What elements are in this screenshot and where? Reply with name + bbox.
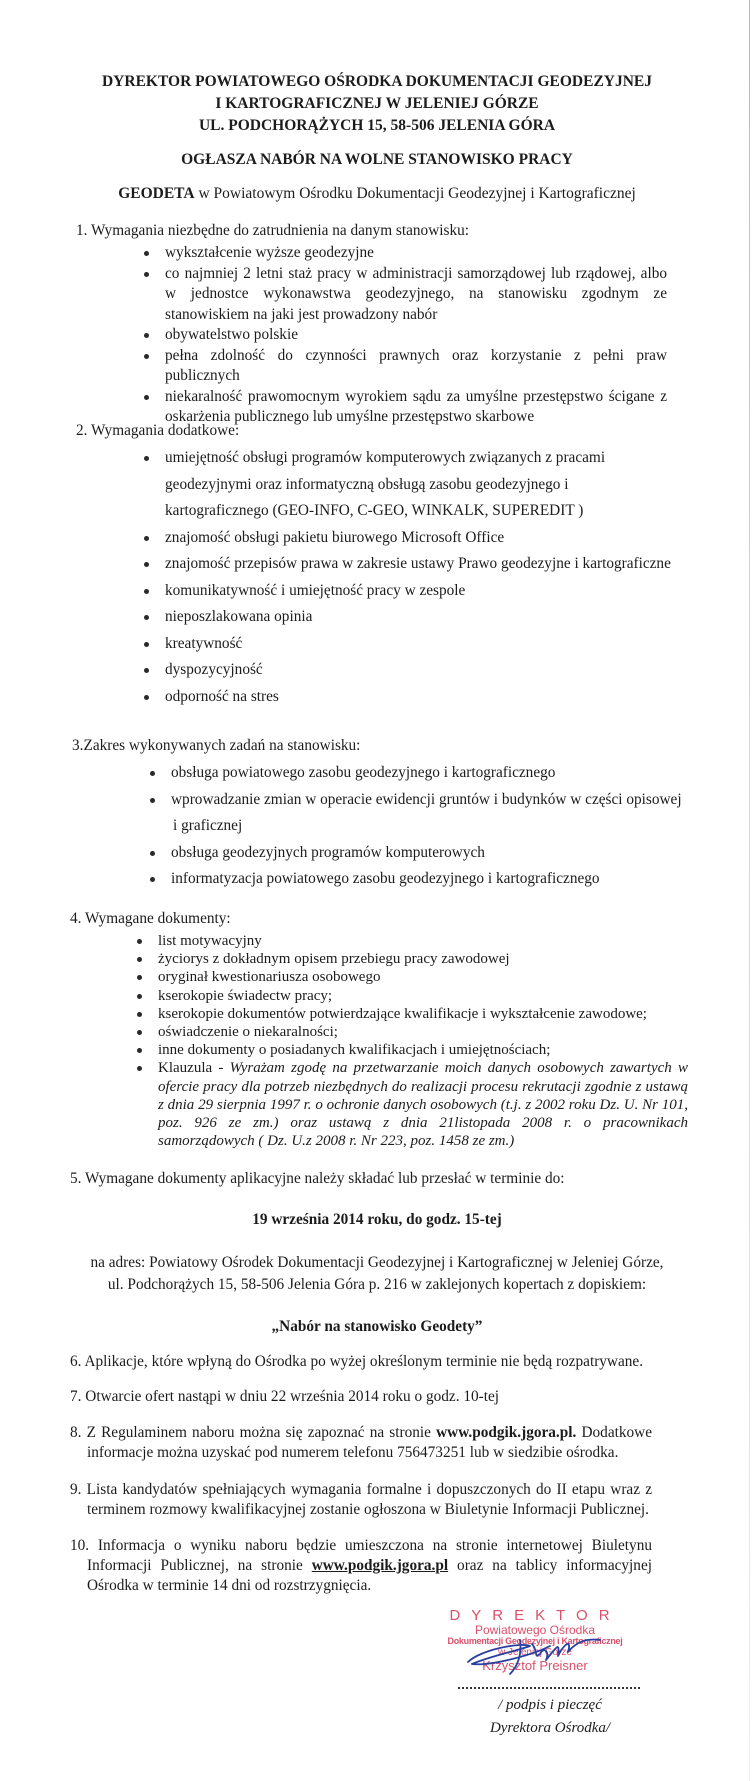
section-1-title: 1. Wymagania niezbędne do zatrudnienia na danym stanowisku:: [76, 222, 469, 239]
signature-caption-2: Dyrektora Ośrodka/: [489, 1720, 611, 1736]
list-item: życiorys z dokładnym opisem przebiegu pracy zawodowej: [137, 950, 677, 968]
bullet-icon: [137, 1048, 142, 1053]
deadline: 19 września 2014 roku, do godz. 15-tej: [252, 1211, 502, 1228]
header-line-1: DYREKTOR POWIATOWEGO OŚRODKA DOKUMENTACJI GEODEZYJNEJ: [101, 73, 653, 90]
stamp-line-2: Dokumentacji Geodezyjnej i Kartograficznej: [447, 1636, 623, 1646]
list-item: oświadczenie o niekaralności;: [137, 1023, 677, 1041]
bullet-icon: [150, 798, 155, 803]
bullet-icon: [144, 251, 149, 256]
scan-edge-line: [749, 0, 750, 1781]
list-item: co najmniej 2 letni staż pracy w administracji samorządowej lub rządowej, albo w jednostce wykonawstwa geodezyjnego, na stanowisku zgodnym ze stanowiskiem na jaki jest prowadzony nabór: [144, 264, 667, 326]
bullet-icon: [137, 957, 142, 962]
section-3-list: [150, 760, 690, 893]
bip-link[interactable]: www.podgik.jgora.pl: [311, 1557, 449, 1574]
list-item: znajomość przepisów prawa w zakresie ustawy Prawo geodezyjne i kartograficzne: [144, 551, 684, 578]
list-item: komunikatywność i umiejętność pracy w zespole: [144, 578, 684, 605]
section-4-list: [137, 932, 688, 1150]
address-line-1: na adres: Powiatowy Ośrodek Dokumentacji Geodezyjnej i Kartograficznej w Jeleniej Górze,: [90, 1254, 664, 1271]
bullet-icon: [137, 994, 142, 999]
section-2-title: 2. Wymagania dodatkowe:: [76, 422, 240, 439]
envelope-note: „Nabór na stanowisko Geodety”: [271, 1318, 483, 1335]
bullet-icon: [144, 395, 149, 400]
list-item: wykształcenie wyższe geodezyjne: [144, 243, 667, 264]
bullet-icon: [150, 851, 155, 856]
list-item: inne dokumenty o posiadanych kwalifikacjach i umiejętnościach;: [137, 1041, 677, 1059]
position-office: w Powiatowym Ośrodku Dokumentacji Geodezyjnej i Kartograficznej: [194, 185, 636, 202]
stamp-line-1: Powiatowego Ośrodka: [474, 1623, 596, 1637]
header-line-3: UL. PODCHORĄŻYCH 15, 58-506 JELENIA GÓRA: [198, 117, 556, 134]
list-item: informatyzacja powiatowego zasobu geodezyjnego i kartograficznego: [150, 866, 690, 893]
list-item: kreatywność: [144, 631, 684, 658]
bullet-icon: [137, 1066, 142, 1071]
bullet-icon: [144, 668, 149, 673]
section-5-title: 5. Wymagane dokumenty aplikacyjne należy składać lub przesłać w terminie do:: [70, 1170, 565, 1187]
list-item: znajomość obsługi pakietu biurowego Microsoft Office: [144, 525, 684, 552]
section-2-list: [144, 445, 684, 710]
bullet-icon: [144, 695, 149, 700]
section-1-list: [144, 243, 667, 428]
bullet-icon: [144, 562, 149, 567]
section-9: 9. Lista kandydatów spełniających wymagania formalne i dopuszczonych do II etapu wraz z terminem rozmowy kwalifikacyjnej zostanie ogłoszona w Biuletynie Informacji Publicznej.: [70, 1481, 652, 1518]
signature-icon: [460, 1620, 610, 1680]
list-item: obywatelstwo polskie: [144, 325, 667, 346]
list-item: pełna zdolność do czynności prawnych oraz korzystanie z pełni praw publicznych: [144, 346, 667, 387]
announcement-title: OGŁASZA NABÓR NA WOLNE STANOWISKO PRACY: [181, 151, 573, 168]
clause-text: Wyrażam zgodę na przetwarzanie moich danych osobowych zawartych w ofercie pracy dla potrzeb niezbędnych do realizacji procesu rekrutacji zgodnie z ustawą z dnia 29 sierpnia 1997 r. o ochronie danych osobowych (t.j. z 2002 roku Dz. U. Nr 101, poz. 926 ze zm.) oraz ustawą z dnia 21listopada 2008 r. o pracownikach samorządowych ( Dz. U.z 2008 r. Nr 223, poz. 1458 ze zm.): [158, 1060, 688, 1150]
consent-clause: [137, 1059, 688, 1150]
bullet-icon: [144, 642, 149, 647]
list-item: list motywacyjny: [137, 932, 677, 950]
position-name: GEODETA: [118, 185, 195, 202]
bullet-icon: [150, 771, 155, 776]
bullet-icon: [137, 1012, 142, 1017]
bullet-icon: [137, 939, 142, 944]
address-line-2: ul. Podchorążych 15, 58-506 Jelenia Góra p. 216 w zaklejonych kopertach z dopiskiem:: [107, 1276, 647, 1293]
list-item: umiejętność obsługi programów komputerowych związanych z pracami geodezyjnymi oraz informatyczną obsługą zasobu geodezyjnego i kartograficznego (GEO-INFO, C-GEO, WINKALK, SUPEREDIT ): [144, 445, 625, 525]
section-10: 10. Informacja o wyniku naboru będzie umieszczona na stronie internetowej Biuletynu Informacji Publicznej, na stronie www.podgik.jgora.pl oraz na tablicy informacyjnej Ośrodka w terminie 14 dni od rozstrzygnięcia.: [70, 1537, 652, 1594]
section-3-title: 3.Zakres wykonywanych zadań na stanowisku:: [72, 737, 361, 754]
bullet-icon: [144, 456, 149, 461]
list-item: obsługa powiatowego zasobu geodezyjnego i kartograficznego: [150, 760, 690, 787]
section-8: 8. Z Regulaminem naboru można się zapoznać na stronie www.podgik.jgora.pl. Dodatkowe informacje można uzyskać pod numerem telefonu 756473251 lub w siedzibie ośrodka.: [70, 1424, 652, 1461]
list-item: kserokopie świadectw pracy;: [137, 987, 677, 1005]
list-item: oryginał kwestionariusza osobowego: [137, 968, 677, 986]
bullet-icon: [137, 975, 142, 980]
bullet-icon: [144, 589, 149, 594]
list-item: wprowadzanie zmian w operacie ewidencji gruntów i budynków w części opisowej: [150, 787, 690, 814]
bullet-icon: [144, 354, 149, 359]
list-item: nieposzlakowana opinia: [144, 604, 684, 631]
header-line-2: I KARTOGRAFICZNEJ W JELENIEJ GÓRZE: [215, 95, 539, 112]
list-item: dyspozycyjność: [144, 657, 684, 684]
signature-line: [458, 1687, 640, 1689]
stamp-title: DYREKTOR: [449, 1607, 621, 1624]
section-6: 6. Aplikacje, które wpłyną do Ośrodka po wyżej określonym terminie nie będą rozpatrywane.: [70, 1353, 644, 1370]
regulations-link[interactable]: www.podgik.jgora.pl.: [436, 1424, 577, 1441]
bullet-icon: [144, 272, 149, 277]
list-item: odporność na stres: [144, 684, 684, 711]
bullet-icon: [150, 877, 155, 882]
list-item: niekaralność prawomocnym wyrokiem sądu za umyślne przestępstwo ścigane z oskarżenia publicznego lub umyślne przestępstwo skarbowe: [144, 387, 667, 428]
bullet-icon: [144, 615, 149, 620]
clause-label: Klauzula -: [158, 1060, 230, 1077]
list-item-continuation: i graficznej: [173, 817, 243, 834]
bullet-icon: [144, 333, 149, 338]
stamp-name: Krzysztof Preisner: [482, 1658, 588, 1673]
bullet-icon: [144, 536, 149, 541]
bullet-icon: [137, 1030, 142, 1035]
list-item: kserokopie dokumentów potwierdzające kwalifikacje i wykształcenie zawodowe;: [137, 1005, 677, 1023]
signature-caption-1: / podpis i pieczęć: [498, 1697, 602, 1713]
list-item: obsługa geodezyjnych programów komputerowych: [150, 840, 690, 867]
section-7: 7. Otwarcie ofert nastąpi w dniu 22 września 2014 roku o godz. 10-tej: [70, 1388, 500, 1405]
position-line: [0, 185, 754, 203]
stamp-line-3: w Jeleniej Górze: [498, 1647, 572, 1658]
section-4-title: 4. Wymagane dokumenty:: [70, 910, 231, 927]
